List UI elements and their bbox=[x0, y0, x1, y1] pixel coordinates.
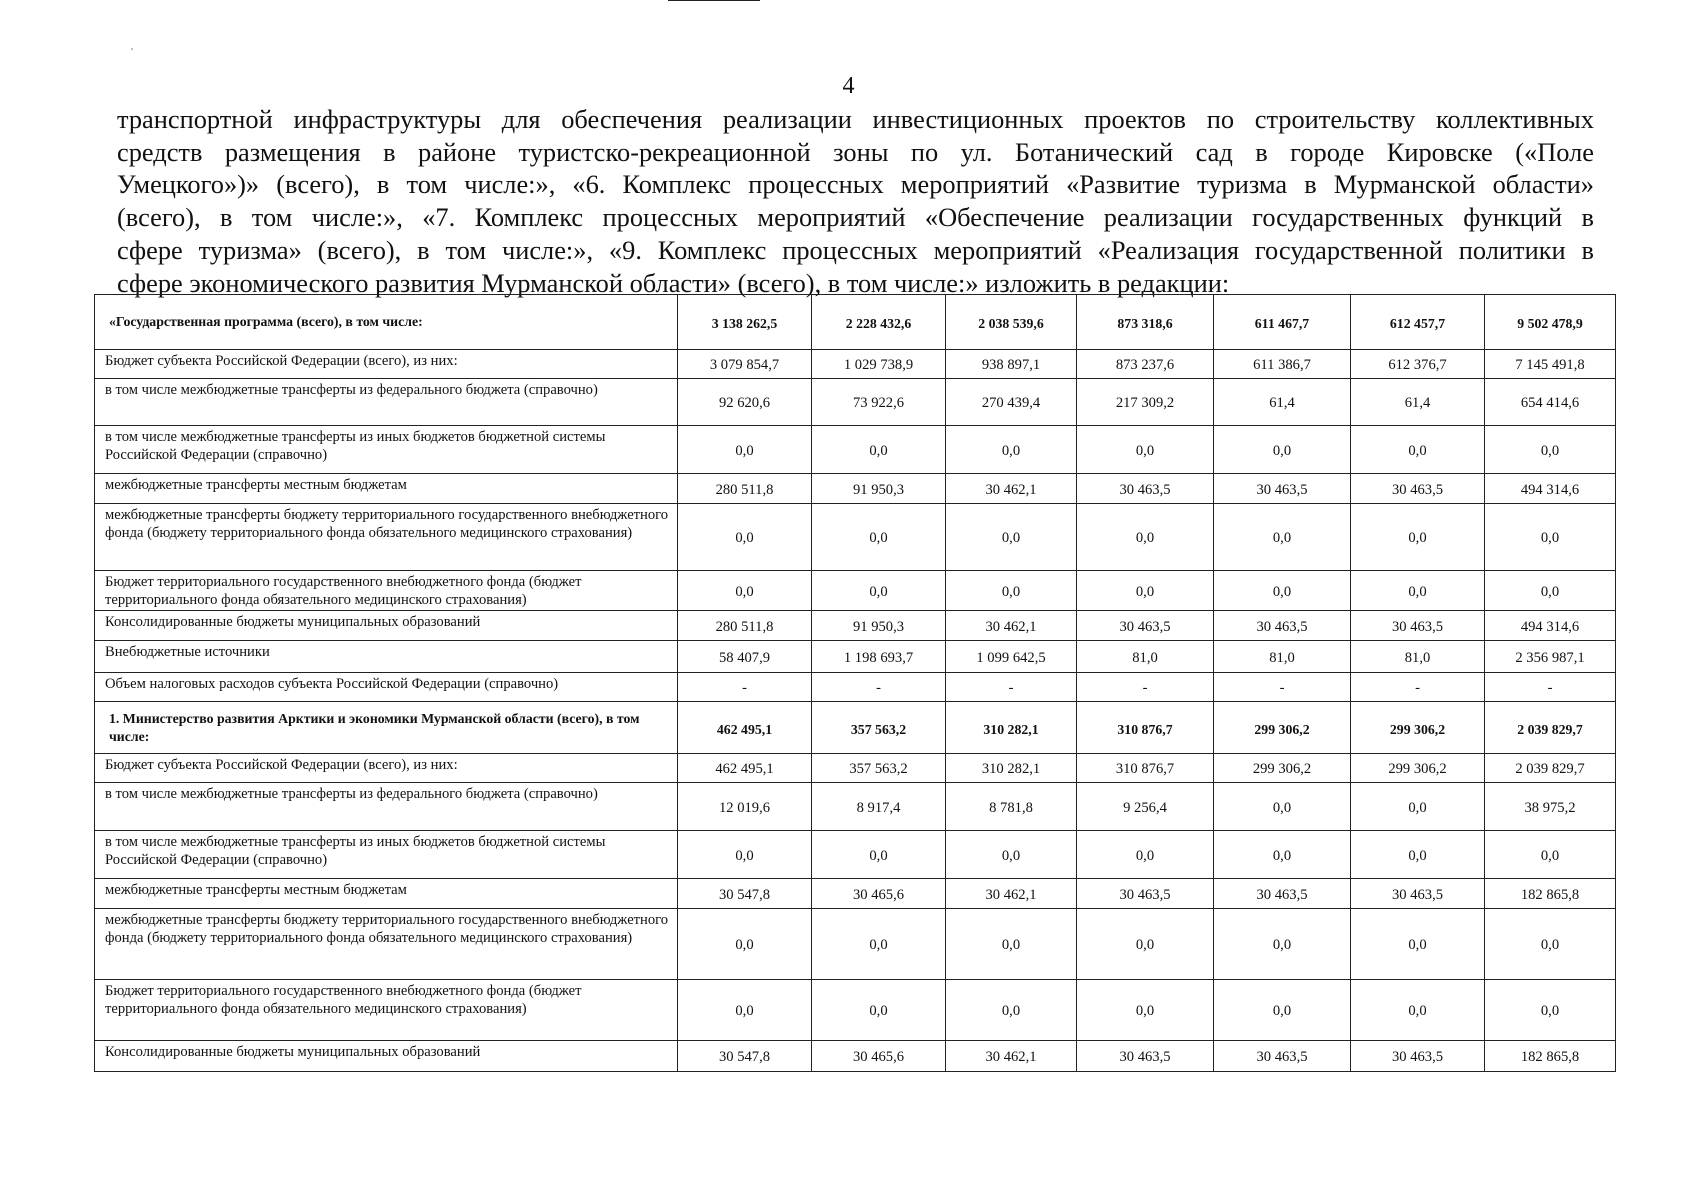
value-cell: 299 306,2 bbox=[1214, 754, 1351, 783]
intro-line: сфере туризма» (всего), в том числе:», «9. Комплекс процессных мероприятий «Реализация государственной политики в bbox=[117, 234, 1594, 265]
value-cell: 3 079 854,7 bbox=[678, 350, 812, 379]
value-cell: 91 950,3 bbox=[812, 474, 946, 504]
value-cell: 310 876,7 bbox=[1077, 754, 1214, 783]
value-cell: 182 865,8 bbox=[1485, 879, 1616, 909]
value-cell: 8 781,8 bbox=[946, 783, 1077, 831]
intro-line: Умецкого»)» (всего), в том числе:», «6. Комплекс процессных мероприятий «Развитие туризма в Мурманской области» bbox=[117, 169, 1594, 200]
value-cell: 0,0 bbox=[1351, 831, 1485, 879]
value-cell: 73 922,6 bbox=[812, 379, 946, 426]
value-cell: 0,0 bbox=[1214, 571, 1351, 611]
value-cell: 0,0 bbox=[1214, 980, 1351, 1041]
table-row bbox=[95, 350, 1616, 379]
value-cell: 0,0 bbox=[1351, 504, 1485, 571]
value-cell: 0,0 bbox=[1077, 504, 1214, 571]
row-label: в том числе межбюджетные трансферты из иных бюджетов бюджетной системы Российской Федерации (справочно) bbox=[95, 426, 678, 474]
value-cell: 494 314,6 bbox=[1485, 611, 1616, 641]
value-cell: 30 462,1 bbox=[946, 474, 1077, 504]
value-cell: 30 465,6 bbox=[812, 1041, 946, 1072]
row-label: «Государственная программа (всего), в том числе: bbox=[95, 295, 678, 350]
table-row bbox=[95, 980, 1616, 1041]
value-cell: 30 463,5 bbox=[1077, 1041, 1214, 1072]
value-cell: - bbox=[1351, 673, 1485, 702]
value-cell: 0,0 bbox=[1077, 831, 1214, 879]
value-cell: 357 563,2 bbox=[812, 702, 946, 754]
value-cell: 12 019,6 bbox=[678, 783, 812, 831]
intro-line: транспортной инфраструктуры для обеспечения реализации инвестиционных проектов по строительству коллективных bbox=[117, 104, 1594, 134]
value-cell: 30 462,1 bbox=[946, 611, 1077, 641]
value-cell: 0,0 bbox=[1351, 980, 1485, 1041]
value-cell: 280 511,8 bbox=[678, 611, 812, 641]
value-cell: 0,0 bbox=[1077, 980, 1214, 1041]
value-cell: 0,0 bbox=[678, 909, 812, 980]
value-cell: 873 237,6 bbox=[1077, 350, 1214, 379]
value-cell: 462 495,1 bbox=[678, 754, 812, 783]
row-label: межбюджетные трансферты местным бюджетам bbox=[95, 879, 678, 909]
row-label: Бюджет субъекта Российской Федерации (всего), из них: bbox=[95, 754, 678, 783]
value-cell: 0,0 bbox=[1485, 504, 1616, 571]
table-row bbox=[95, 831, 1616, 879]
value-cell: 91 950,3 bbox=[812, 611, 946, 641]
value-cell: 270 439,4 bbox=[946, 379, 1077, 426]
intro-line: средств размещения в районе туристско-рекреационной зоны по ул. Ботанический сад в городе Кировске («Поле bbox=[117, 136, 1594, 167]
value-cell: 0,0 bbox=[812, 831, 946, 879]
value-cell: 30 462,1 bbox=[946, 879, 1077, 909]
value-cell: 2 039 829,7 bbox=[1485, 702, 1616, 754]
value-cell: 30 463,5 bbox=[1214, 879, 1351, 909]
value-cell: 0,0 bbox=[946, 831, 1077, 879]
row-label: Бюджет территориального государственного внебюджетного фонда (бюджет территориального фонда обязательного медицинского страхования) bbox=[95, 571, 678, 611]
value-cell: 1 099 642,5 bbox=[946, 641, 1077, 673]
value-cell: 0,0 bbox=[1351, 783, 1485, 831]
value-cell: 0,0 bbox=[812, 571, 946, 611]
value-cell: 462 495,1 bbox=[678, 702, 812, 754]
value-cell: 30 463,5 bbox=[1077, 474, 1214, 504]
value-cell: 81,0 bbox=[1077, 641, 1214, 673]
value-cell: 0,0 bbox=[1351, 571, 1485, 611]
value-cell: 0,0 bbox=[1485, 980, 1616, 1041]
value-cell: 0,0 bbox=[1351, 426, 1485, 474]
row-label: межбюджетные трансферты местным бюджетам bbox=[95, 474, 678, 504]
value-cell: 2 356 987,1 bbox=[1485, 641, 1616, 673]
value-cell: 0,0 bbox=[1214, 783, 1351, 831]
value-cell: 30 547,8 bbox=[678, 1041, 812, 1072]
value-cell: - bbox=[812, 673, 946, 702]
row-label: Бюджет территориального государственного внебюджетного фонда (бюджет территориального фонда обязательного медицинского страхования) bbox=[95, 980, 678, 1041]
value-cell: 81,0 bbox=[1351, 641, 1485, 673]
value-cell: 0,0 bbox=[1485, 909, 1616, 980]
value-cell: 58 407,9 bbox=[678, 641, 812, 673]
value-cell: 182 865,8 bbox=[1485, 1041, 1616, 1072]
row-label: в том числе межбюджетные трансферты из федерального бюджета (справочно) bbox=[95, 783, 678, 831]
value-cell: 61,4 bbox=[1351, 379, 1485, 426]
value-cell: 299 306,2 bbox=[1351, 754, 1485, 783]
page-number: 4 bbox=[842, 73, 855, 99]
value-cell: 0,0 bbox=[1077, 571, 1214, 611]
value-cell: 0,0 bbox=[1214, 504, 1351, 571]
value-cell: 2 038 539,6 bbox=[946, 295, 1077, 350]
value-cell: 0,0 bbox=[678, 504, 812, 571]
value-cell: - bbox=[678, 673, 812, 702]
table-row bbox=[95, 909, 1616, 980]
intro-line: сфере экономического развития Мурманской области» (всего), в том числе:» изложить в редакции: bbox=[117, 267, 1230, 298]
value-cell: 0,0 bbox=[678, 831, 812, 879]
value-cell: 612 457,7 bbox=[1351, 295, 1485, 350]
value-cell: 938 897,1 bbox=[946, 350, 1077, 379]
table-row bbox=[95, 673, 1616, 702]
value-cell: 0,0 bbox=[678, 980, 812, 1041]
value-cell: 0,0 bbox=[946, 504, 1077, 571]
scan-speck bbox=[131, 48, 133, 50]
value-cell: 310 282,1 bbox=[946, 754, 1077, 783]
budget-table-body bbox=[95, 295, 1616, 1072]
table-row bbox=[95, 783, 1616, 831]
table-row bbox=[95, 295, 1616, 350]
table-row bbox=[95, 571, 1616, 611]
value-cell: 280 511,8 bbox=[678, 474, 812, 504]
value-cell: - bbox=[1214, 673, 1351, 702]
value-cell: 0,0 bbox=[678, 571, 812, 611]
table-row bbox=[95, 474, 1616, 504]
value-cell: 2 228 432,6 bbox=[812, 295, 946, 350]
value-cell: 7 145 491,8 bbox=[1485, 350, 1616, 379]
intro-paragraph bbox=[117, 103, 1594, 299]
value-cell: 654 414,6 bbox=[1485, 379, 1616, 426]
table-row bbox=[95, 1041, 1616, 1072]
value-cell: 30 463,5 bbox=[1351, 879, 1485, 909]
value-cell: 299 306,2 bbox=[1214, 702, 1351, 754]
value-cell: 30 463,5 bbox=[1077, 611, 1214, 641]
row-label: Внебюджетные источники bbox=[95, 641, 678, 673]
value-cell: 30 463,5 bbox=[1351, 611, 1485, 641]
row-label: в том числе межбюджетные трансферты из иных бюджетов бюджетной системы Российской Федерации (справочно) bbox=[95, 831, 678, 879]
value-cell: 0,0 bbox=[812, 909, 946, 980]
table-row bbox=[95, 426, 1616, 474]
value-cell: 612 376,7 bbox=[1351, 350, 1485, 379]
value-cell: 30 462,1 bbox=[946, 1041, 1077, 1072]
value-cell: 0,0 bbox=[1351, 909, 1485, 980]
intro-line: (всего), в том числе:», «7. Комплекс процессных мероприятий «Обеспечение реализации государственных функций в bbox=[117, 202, 1594, 233]
value-cell: 0,0 bbox=[812, 426, 946, 474]
table-row bbox=[95, 611, 1616, 641]
value-cell: 310 282,1 bbox=[946, 702, 1077, 754]
row-label: 1. Министерство развития Арктики и экономики Мурманской области (всего), в том числе: bbox=[95, 702, 678, 754]
value-cell: 3 138 262,5 bbox=[678, 295, 812, 350]
value-cell: 30 547,8 bbox=[678, 879, 812, 909]
value-cell: 9 502 478,9 bbox=[1485, 295, 1616, 350]
value-cell: 1 198 693,7 bbox=[812, 641, 946, 673]
value-cell: 873 318,6 bbox=[1077, 295, 1214, 350]
table-row bbox=[95, 879, 1616, 909]
table-row bbox=[95, 702, 1616, 754]
value-cell: 611 467,7 bbox=[1214, 295, 1351, 350]
value-cell: 38 975,2 bbox=[1485, 783, 1616, 831]
value-cell: 357 563,2 bbox=[812, 754, 946, 783]
value-cell: 0,0 bbox=[1485, 831, 1616, 879]
table-row bbox=[95, 641, 1616, 673]
row-label: Консолидированные бюджеты муниципальных образований bbox=[95, 1041, 678, 1072]
value-cell: 0,0 bbox=[946, 426, 1077, 474]
value-cell: - bbox=[946, 673, 1077, 702]
value-cell: 92 620,6 bbox=[678, 379, 812, 426]
value-cell: 0,0 bbox=[678, 426, 812, 474]
value-cell: 30 463,5 bbox=[1077, 879, 1214, 909]
value-cell: 30 463,5 bbox=[1214, 1041, 1351, 1072]
budget-table bbox=[94, 294, 1616, 1072]
row-label: в том числе межбюджетные трансферты из федерального бюджета (справочно) bbox=[95, 379, 678, 426]
value-cell: 494 314,6 bbox=[1485, 474, 1616, 504]
value-cell: 2 039 829,7 bbox=[1485, 754, 1616, 783]
value-cell: 0,0 bbox=[1214, 831, 1351, 879]
value-cell: 0,0 bbox=[1077, 426, 1214, 474]
value-cell: 30 465,6 bbox=[812, 879, 946, 909]
value-cell: 0,0 bbox=[1214, 426, 1351, 474]
scan-top-mark bbox=[668, 0, 760, 1]
value-cell: 30 463,5 bbox=[1351, 1041, 1485, 1072]
row-label: Бюджет субъекта Российской Федерации (всего), из них: bbox=[95, 350, 678, 379]
value-cell: 81,0 bbox=[1214, 641, 1351, 673]
value-cell: 0,0 bbox=[1485, 571, 1616, 611]
value-cell: 30 463,5 bbox=[1214, 474, 1351, 504]
value-cell: 0,0 bbox=[946, 980, 1077, 1041]
value-cell: 30 463,5 bbox=[1351, 474, 1485, 504]
value-cell: 611 386,7 bbox=[1214, 350, 1351, 379]
value-cell: 8 917,4 bbox=[812, 783, 946, 831]
value-cell: 217 309,2 bbox=[1077, 379, 1214, 426]
value-cell: 310 876,7 bbox=[1077, 702, 1214, 754]
value-cell: 30 463,5 bbox=[1214, 611, 1351, 641]
value-cell: 0,0 bbox=[946, 909, 1077, 980]
value-cell: 0,0 bbox=[1485, 426, 1616, 474]
table-row bbox=[95, 379, 1616, 426]
row-label: межбюджетные трансферты бюджету территориального государственного внебюджетного фонда (бюджету территориального фонда обязательного медицинского страхования) bbox=[95, 909, 678, 980]
row-label: Объем налоговых расходов субъекта Российской Федерации (справочно) bbox=[95, 673, 678, 702]
value-cell: 0,0 bbox=[1214, 909, 1351, 980]
value-cell: 299 306,2 bbox=[1351, 702, 1485, 754]
value-cell: 0,0 bbox=[1077, 909, 1214, 980]
value-cell: 9 256,4 bbox=[1077, 783, 1214, 831]
value-cell: 61,4 bbox=[1214, 379, 1351, 426]
table-row bbox=[95, 504, 1616, 571]
value-cell: 1 029 738,9 bbox=[812, 350, 946, 379]
value-cell: - bbox=[1077, 673, 1214, 702]
value-cell: 0,0 bbox=[812, 504, 946, 571]
value-cell: - bbox=[1485, 673, 1616, 702]
row-label: межбюджетные трансферты бюджету территориального государственного внебюджетного фонда (бюджету территориального фонда обязательного медицинского страхования) bbox=[95, 504, 678, 571]
table-row bbox=[95, 754, 1616, 783]
value-cell: 0,0 bbox=[946, 571, 1077, 611]
value-cell: 0,0 bbox=[812, 980, 946, 1041]
row-label: Консолидированные бюджеты муниципальных образований bbox=[95, 611, 678, 641]
